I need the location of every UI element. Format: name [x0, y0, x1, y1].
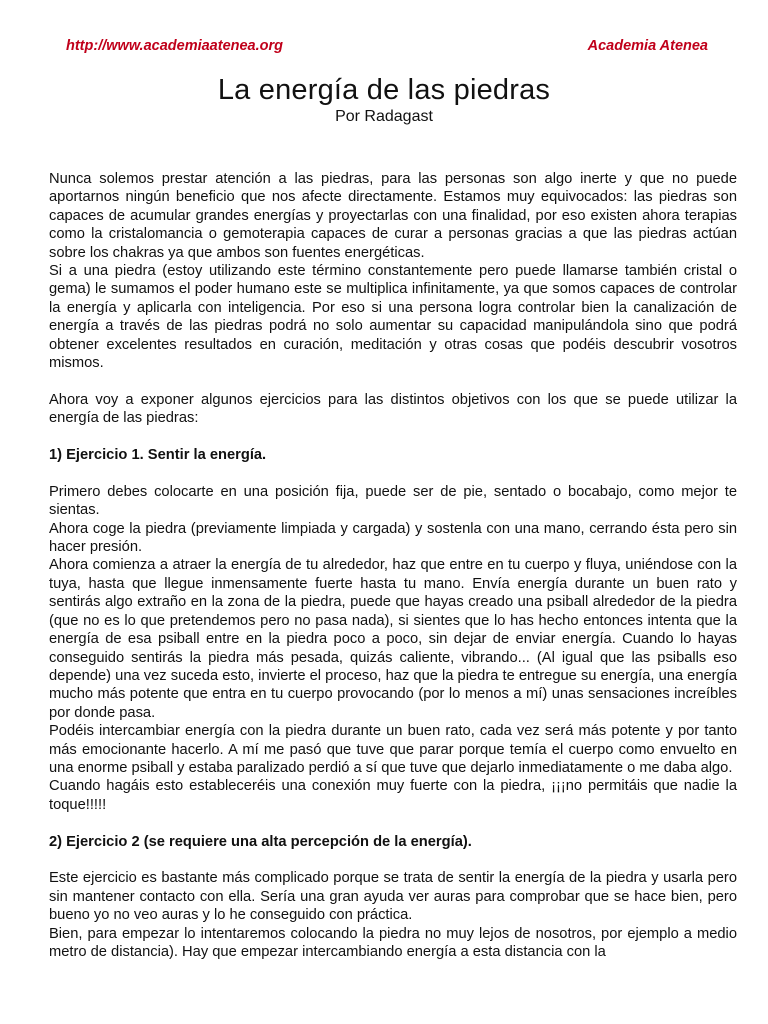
section-heading: 2) Ejercicio 2 (se requiere una alta percepción de la energía). [49, 833, 472, 850]
article-author: Por Radagast [335, 108, 433, 125]
paragraph: Ahora coge la piedra (previamente limpiada y cargada) y sostenla con una mano, cerrando ésta pero sin hacer presión. [49, 520, 737, 556]
article-body [49, 170, 737, 961]
header-url-link[interactable]: http://www.academiaatenea.org [66, 38, 284, 54]
paragraph: Ahora voy a exponer algunos ejercicios para las distintos objetivos con los que se puede utilizar la energía de las piedras: [49, 391, 737, 427]
paragraph: Ahora comienza a atraer la energía de tu alrededor, haz que entre en tu cuerpo y fluya, uniéndose con la tuya, hasta que llegue inmensamente fuerte hasta tu mano. Envía energía durante un buen rato y sentirás algo extraño en la zona de la piedra, puede que hayas creado una psiball alrededor de la piedra (que no es lo que pretendemos pero no pasa nada), si sientes que lo has hecho entonces intenta que la energía de esa psiball entre en la piedra poco a poco, sin dejar de enviar energía. Cuando lo hayas conseguido sentirás la piedra más pesada, quizás caliente, vibrando... (Al igual que las psiballs eso depende) una vez suceda esto, invierte el proceso, haz que la piedra te entregue su energía, una energía mucho más potente que entra en tu cuerpo provocando (por lo menos a mí) unas sensaciones increíbles por donde pasa. [49, 557, 737, 721]
page-header [66, 38, 708, 58]
paragraph: Bien, para empezar lo intentaremos colocando la piedra no muy lejos de nosotros, por ejemplo a medio metro de distancia). Hay que empezar intercambiando energía a esta distancia con la [49, 925, 737, 960]
paragraph: Cuando hagáis esto estableceréis una conexión muy fuerte con la piedra, ¡¡¡no permitáis que nadie la toque!!!!! [49, 778, 737, 813]
paragraph: Nunca solemos prestar atención a las piedras, para las personas son algo inerte y que no puede aportarnos ningún beneficio que nos afecte directamente. Estamos muy equivocados: las piedras son capaces de acumular grandes energías y proyectarlas con una finalidad, por eso existen ahora terapias como la cristalomancia o gemoterapia capaces de curar a personas gracias a que las piedras actúan sobre los chakras ya que ambos son fuentes energéticas. [49, 171, 737, 261]
paragraph: Si a una piedra (estoy utilizando este término constantemente pero puede llamarse también cristal o gema) le sumamos el poder humano este se multiplica infinitamente, ya que somos capaces de controlar la energía y aplicarla con inteligencia. Por eso si una persona logra controlar bien la canalización de energía a través de las piedras podrá no solo aumentar su capacidad manipulándola sino que podrá obtener excelentes resultados en curación, meditación y otras cosas que podéis descubrir vosotros mismos. [49, 263, 737, 372]
paragraph: Este ejercicio es bastante más complicado porque se trata de sentir la energía de la piedra y usarla pero sin mantener contacto con ella. Sería una gran ayuda ver auras para comprobar que se hace bien, pero bueno yo no veo auras y lo he conseguido con práctica. [49, 870, 737, 924]
section-heading: 1) Ejercicio 1. Sentir la energía. [49, 447, 267, 464]
paragraph: Podéis intercambiar energía con la piedra durante un buen rato, cada vez será más potente y por tanto más emocionante hacerlo. A mí me pasó que tuve que parar porque temía el cuerpo como envuelto en una enorme psiball y estaba paralizado perdió a sí que tuve que dejarlo inmediatamente o me daba algo. [49, 723, 737, 776]
paragraph: Primero debes colocarte en una posición fija, puede ser de pie, sentado o bocabajo, como mejor te sientas. [49, 483, 737, 519]
article-title: La energía de las piedras [217, 74, 551, 106]
header-site-name: Academia Atenea [587, 38, 708, 54]
